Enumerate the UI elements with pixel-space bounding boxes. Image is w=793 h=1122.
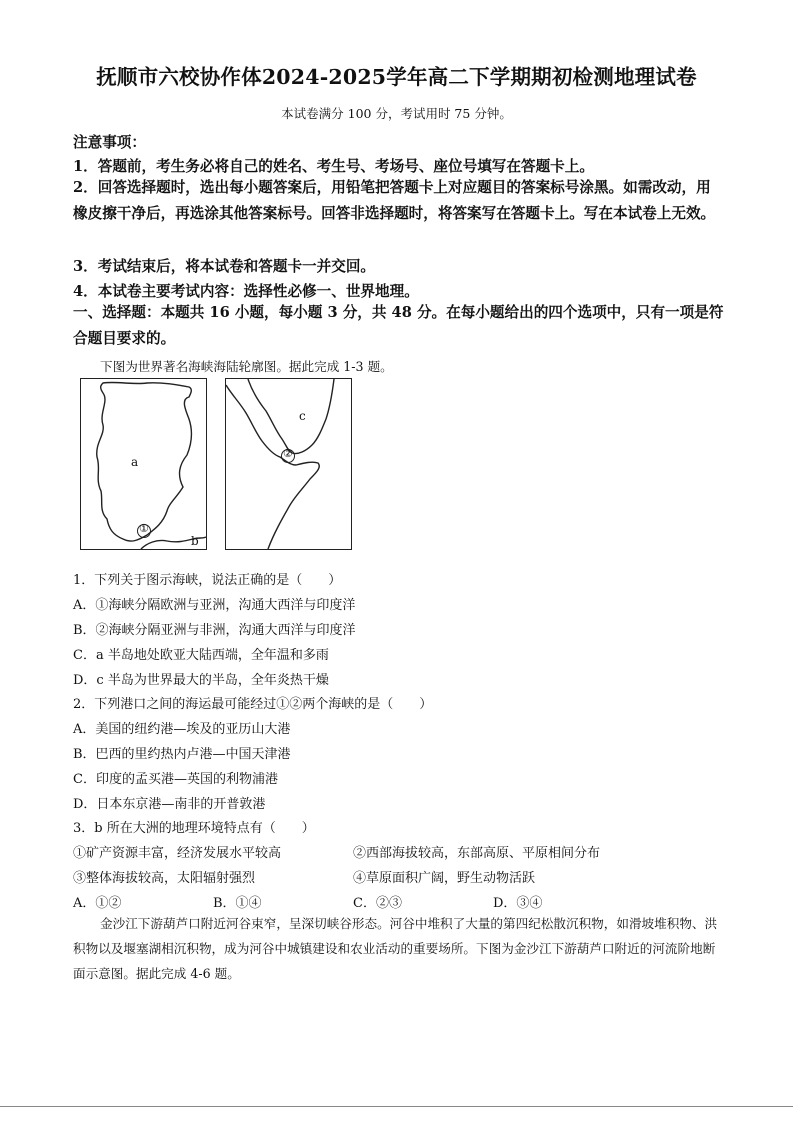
label-c: c bbox=[299, 409, 306, 423]
q3-statement-3: ③整体海拔较高，太阳辐射强烈 bbox=[73, 871, 256, 886]
q3-statement-1: ①矿产资源丰富，经济发展水平较高 bbox=[73, 846, 282, 861]
q3-option-a: A．①② bbox=[73, 896, 122, 911]
group2-paragraph: 金沙江下游葫芦口附近河谷束窄，呈深切峡谷形态。河谷中堆积了大量的第四纪松散沉积物，如滑坡堆积物、洪积物以及堰塞湖相沉积物，成为河谷中城镇建设和农业活动的重要场所。下图为金沙江下游葫芦口附近的河流阶地断面示意图。据此完成 4-6 题。 bbox=[73, 916, 718, 981]
label-strait-2: ② bbox=[283, 447, 293, 460]
section-heading: 一、选择题：本题共 16 小题，每小题 3 分，共 48 分。在每小题给出的四个选项中，只有一项是符合题目要求的。 bbox=[73, 304, 724, 347]
q3-statement-4: ④草原面积广阔，野生动物活跃 bbox=[353, 871, 536, 886]
notice-item-2: 2．回答选择题时，选出每小题答案后，用铅笔把答题卡上对应题目的答案标号涂黑。如需改动，用橡皮擦干净后，再选涂其他答案标号。回答非选择题时，将答案写在答题卡上。写在本试卷上无效。 bbox=[73, 179, 716, 222]
q1-option-c: C．a 半岛地处欧亚大陆西端，全年温和多雨 bbox=[73, 648, 329, 663]
label-a: a bbox=[131, 455, 139, 469]
q3-statement-2: ②西部海拔较高，东部高原、平原相间分布 bbox=[353, 846, 601, 861]
q2-stem: 2．下列港口之间的海运最可能经过①②两个海峡的是（ ） bbox=[73, 697, 433, 712]
page-bottom-rule bbox=[0, 1106, 793, 1107]
q3-option-b: B．①④ bbox=[213, 896, 262, 911]
q1-stem: 1．下列关于图示海峡，说法正确的是（ ） bbox=[73, 573, 342, 588]
q1-option-b: B．②海峡分隔亚洲与非洲，沟通大西洋与印度洋 bbox=[73, 623, 356, 638]
mandeb-outline bbox=[226, 379, 351, 549]
exam-info: 本试卷满分 100 分，考试用时 75 分钟。 bbox=[281, 106, 512, 121]
q3-option-c: C．②③ bbox=[353, 896, 402, 911]
q1-option-d: D．c 半岛为世界最大的半岛，全年炎热干燥 bbox=[73, 673, 329, 688]
q1-option-a: A．①海峡分隔欧洲与亚洲，沟通大西洋与印度洋 bbox=[73, 598, 356, 613]
notice-item-1: 1．答题前，考生务必将自己的姓名、考生号、考场号、座位号填写在答题卡上。 bbox=[73, 158, 594, 175]
label-b: b bbox=[191, 534, 199, 548]
label-strait-1: ① bbox=[139, 522, 149, 535]
q3-stem: 3．b 所在大洲的地理环境特点有（ ） bbox=[73, 821, 315, 836]
q2-option-a: A．美国的纽约港—埃及的亚历山大港 bbox=[73, 722, 291, 737]
q2-option-d: D．日本东京港—南非的开普敦港 bbox=[73, 797, 266, 812]
page-title: 抚顺市六校协作体2024-2025学年高二下学期期初检测地理试卷 bbox=[96, 65, 697, 89]
q3-option-d: D．③④ bbox=[493, 896, 543, 911]
strait-map-gibraltar bbox=[80, 378, 207, 550]
q2-option-c: C．印度的孟买港—英国的利物浦港 bbox=[73, 772, 278, 787]
q2-option-b: B．巴西的里约热内卢港—中国天津港 bbox=[73, 747, 291, 762]
notice-item-3: 3．考试结束后，将本试卷和答题卡一并交回。 bbox=[73, 258, 376, 275]
notice-heading: 注意事项： bbox=[73, 134, 146, 151]
notice-item-4: 4．本试卷主要考试内容：选择性必修一、世界地理。 bbox=[73, 283, 419, 300]
strait-map-mandeb bbox=[225, 378, 352, 550]
group1-intro: 下图为世界著名海峡海陆轮廓图。据此完成 1-3 题。 bbox=[100, 359, 393, 374]
